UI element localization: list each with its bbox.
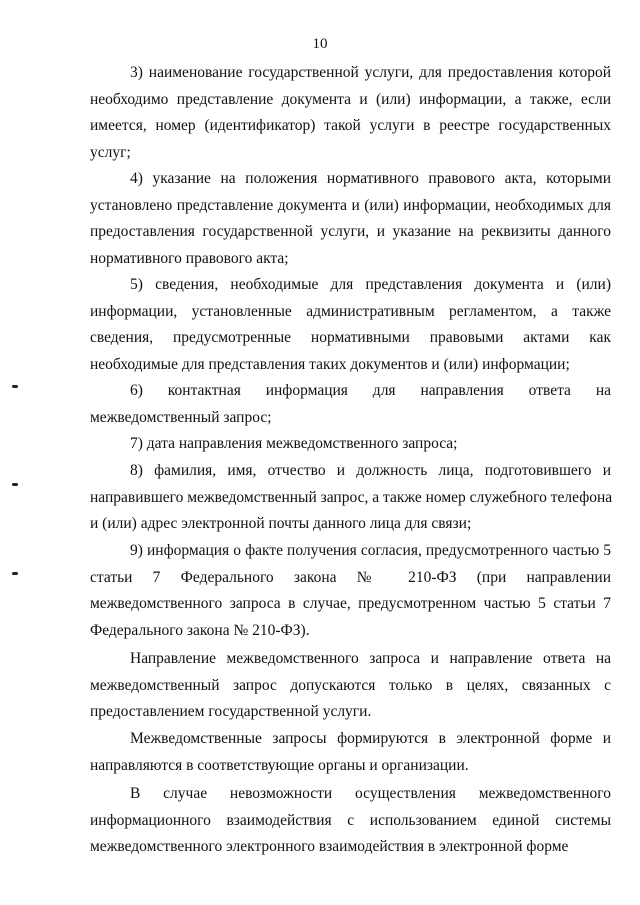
paragraph-line: В случае невозможности осуществления межведомственного — [130, 785, 611, 802]
paragraph-line: направляются в соответствующие органы и организации. — [90, 756, 469, 774]
scan-mark — [12, 483, 18, 486]
paragraph-line: сведения, предусмотренные нормативными правовыми актами как — [90, 329, 611, 346]
paragraph-line: необходимые для представления таких документов и (или) информации; — [90, 355, 570, 373]
paragraph-line: межведомственный запрос; — [90, 408, 272, 426]
paragraph-line: Направление межведомственного запроса и направление ответа на — [130, 650, 611, 667]
paragraph — [90, 272, 611, 378]
paragraph-line: необходимо представление документа и (или) информации, а также, если — [90, 90, 611, 108]
paragraph-line: 6) контактная информация для направления ответа на — [130, 382, 611, 399]
paragraph-line: информации, установленные административным регламентом, а также — [90, 302, 611, 320]
paragraph-line: Федерального закона № 210-ФЗ). — [90, 621, 310, 639]
scan-mark — [12, 385, 18, 388]
paragraph-line: статьи 7 Федерального закона № 210-ФЗ (при направлении — [90, 568, 611, 586]
paragraph-line: 8) фамилия, имя, отчество и должность лица, подготовившего и — [130, 462, 611, 479]
paragraph-line: предоставления государственной услуги, и указание на реквизиты данного — [90, 223, 611, 240]
scan-mark — [12, 572, 18, 575]
paragraph — [90, 166, 611, 272]
paragraph-line: 9) информация о факте получения согласия, предусмотренного частью 5 — [130, 542, 611, 559]
paragraph — [90, 378, 611, 431]
paragraph-line: и (или) адрес электронной почты данного лица для связи; — [90, 515, 472, 532]
paragraph-line: 4) указание на положения нормативного правового акта, которыми — [130, 170, 611, 187]
paragraph — [90, 726, 611, 779]
paragraph-line: имеется, номер (идентификатор) такой услуги в реестре государственных — [90, 117, 611, 134]
paragraph — [90, 60, 611, 166]
paragraph-line: межведомственного электронного взаимодействия в электронной форме — [90, 838, 569, 855]
paragraph-line: межведомственного запроса в случае, предусмотренном частью 5 статьи 7 — [90, 595, 611, 612]
page-number: 10 — [312, 36, 328, 52]
paragraph-line: нормативного правового акта; — [90, 249, 289, 267]
paragraph-line: информационного взаимодействия с использованием единой системы — [90, 811, 611, 829]
paragraph-line: направившего межведомственный запрос, а также номер служебного телефона — [90, 488, 613, 506]
paragraph-line: 5) сведения, необходимые для представления документа и (или) — [130, 276, 611, 293]
paragraph-line: установлено представление документа и (или) информации, необходимых для — [90, 196, 611, 214]
paragraph-line: услуг; — [90, 143, 131, 161]
paragraph — [90, 458, 611, 538]
paragraph — [90, 538, 611, 644]
paragraph — [90, 431, 611, 458]
paragraph — [90, 646, 611, 726]
paragraph-line: межведомственный запрос допускаются только в целях, связанных с — [90, 676, 611, 694]
paragraph-line: предоставлением государственной услуги. — [90, 703, 372, 720]
paragraph — [90, 781, 611, 861]
paragraph-line: 7) дата направления межведомственного запроса; — [130, 435, 458, 452]
paragraph-line: 3) наименование государственной услуги, для предоставления которой — [130, 64, 611, 81]
paragraph-line: Межведомственные запросы формируются в электронной форме и — [130, 730, 611, 747]
